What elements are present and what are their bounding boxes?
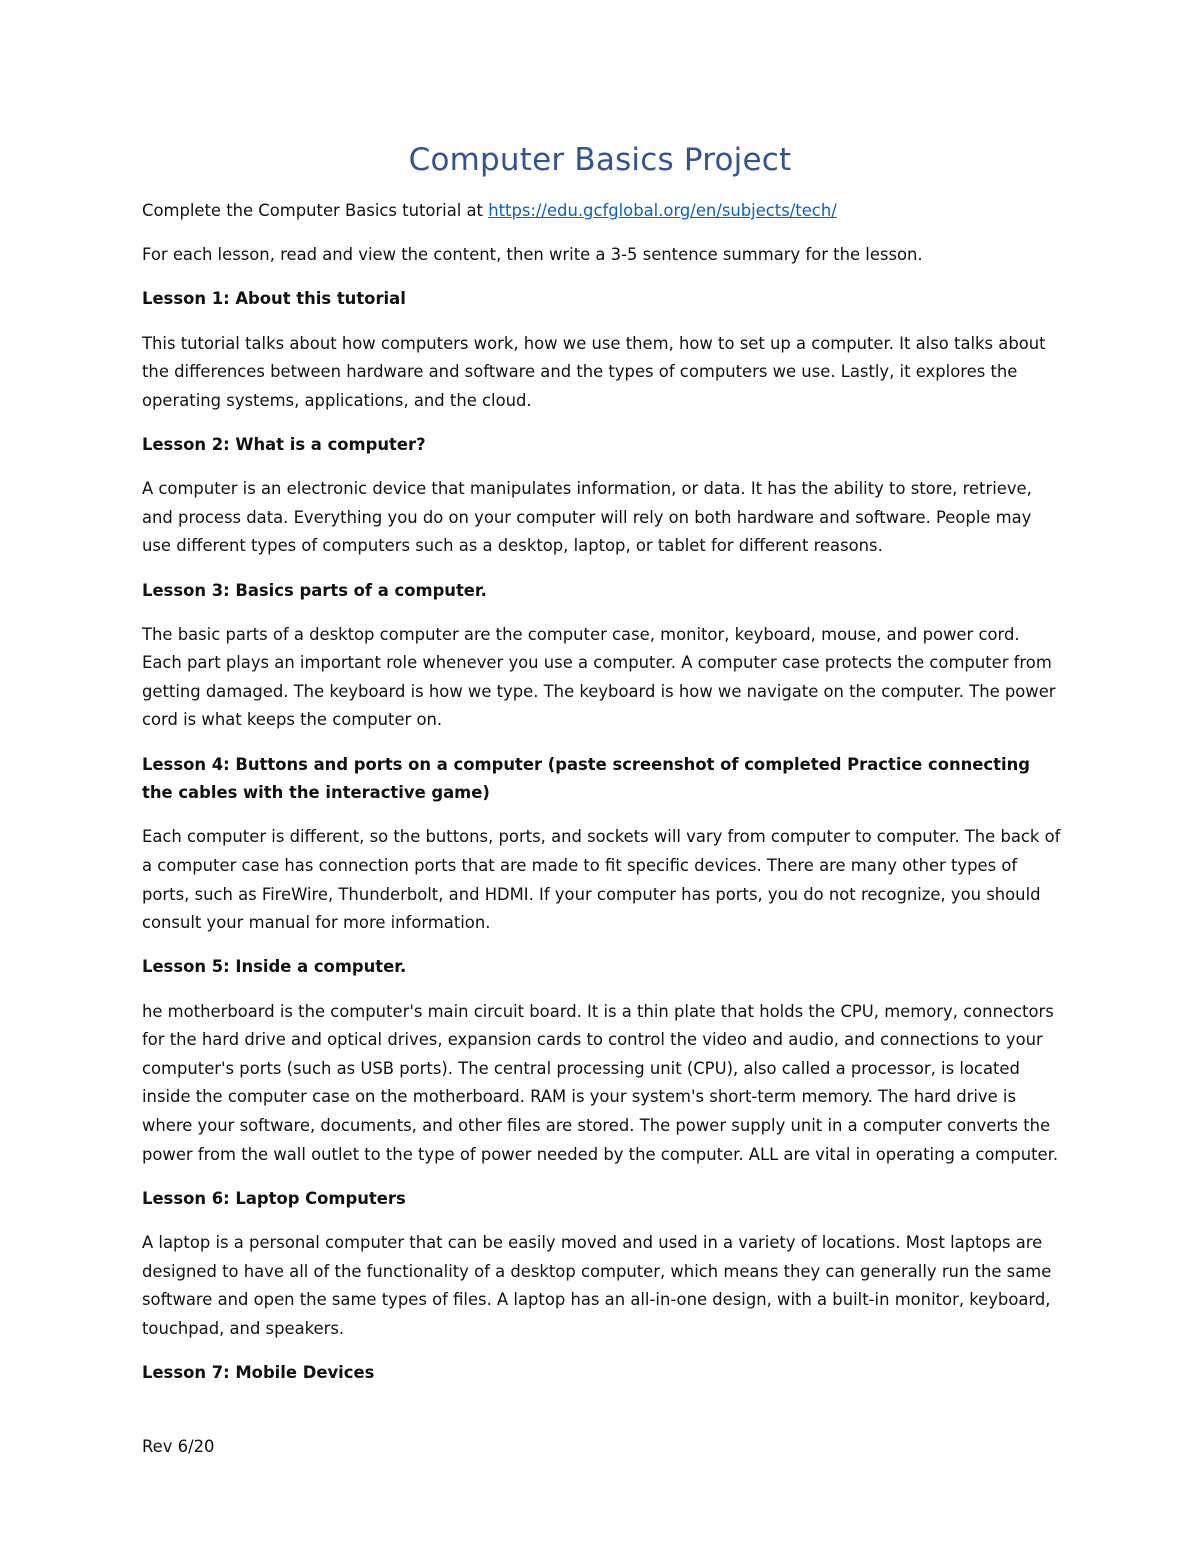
tutorial-link[interactable]: https://edu.gcfglobal.org/en/subjects/tech/ (488, 201, 837, 220)
lesson-4-heading: Lesson 4: Buttons and ports on a computer (paste screenshot of completed Practice connecting the cables with the interactive game) (142, 754, 1030, 803)
lesson-1-heading: Lesson 1: About this tutorial (142, 289, 406, 309)
lesson-6-summary: A laptop is a personal computer that can be easily moved and used in a variety of locations. Most laptops are designed to have all of the functionality of a desktop computer, which means they can generally run the same software and open the same types of files. A laptop has an all-in-one design, with a built-in monitor, keyboard, touchpad, and speakers. (142, 1232, 1052, 1338)
lesson-2-heading: Lesson 2: What is a computer? (142, 434, 426, 454)
document-body (142, 197, 1062, 1403)
lesson-5-summary: he motherboard is the computer's main circuit board. It is a thin plate that holds the CPU, memory, connectors for the hard drive and optical drives, expansion cards to control the video and audio, and connections to your computer's ports (such as USB ports). The central processing unit (CPU), also called a processor, is located inside the computer case on the motherboard. RAM is your system's short-term memory. The hard drive is where your software, documents, and other files are stored. The power supply unit in a computer converts the power from the wall outlet to the type of power needed by the computer. ALL are vital in operating a computer. (142, 1001, 1059, 1164)
lesson-2-summary: A computer is an electronic device that manipulates information, or data. It has the ability to store, retrieve, and process data. Everything you do on your computer will rely on both hardware and software. People may use different types of computers such as a desktop, laptop, or tablet for different reasons. (142, 479, 1032, 556)
lesson-4-summary: Each computer is different, so the buttons, ports, and sockets will vary from computer to computer. The back of a computer case has connection ports that are made to fit specific devices. There are many other types of ports, such as FireWire, Thunderbolt, and HDMI. If your computer has ports, you do not recognize, you should consult your manual for more information. (142, 827, 1061, 933)
intro-paragraph (142, 197, 1062, 226)
lesson-3-heading: Lesson 3: Basics parts of a computer. (142, 580, 487, 600)
lesson-5-heading: Lesson 5: Inside a computer. (142, 957, 407, 977)
lesson-6-heading: Lesson 6: Laptop Computers (142, 1188, 406, 1208)
lesson-7-heading: Lesson 7: Mobile Devices (142, 1362, 375, 1382)
page-title: Computer Basics Project (408, 142, 792, 178)
lesson-1-summary: This tutorial talks about how computers work, how we use them, how to set up a computer. It also talks about the differences between hardware and software and the types of computers we use. Lastly, it explores the operating systems, applications, and the cloud. (142, 333, 1046, 410)
revision-footer: Rev 6/20 (142, 1437, 215, 1456)
instructions-paragraph: For each lesson, read and view the content, then write a 3-5 sentence summary for the lesson. (142, 245, 923, 265)
lesson-3-summary: The basic parts of a desktop computer are the computer case, monitor, keyboard, mouse, and power cord. Each part plays an important role whenever you use a computer. A computer case protects the computer from getting damaged. The keyboard is how we type. The keyboard is how we navigate on the computer. The power cord is what keeps the computer on. (142, 624, 1056, 730)
intro-text: Complete the Computer Basics tutorial at (142, 201, 489, 220)
